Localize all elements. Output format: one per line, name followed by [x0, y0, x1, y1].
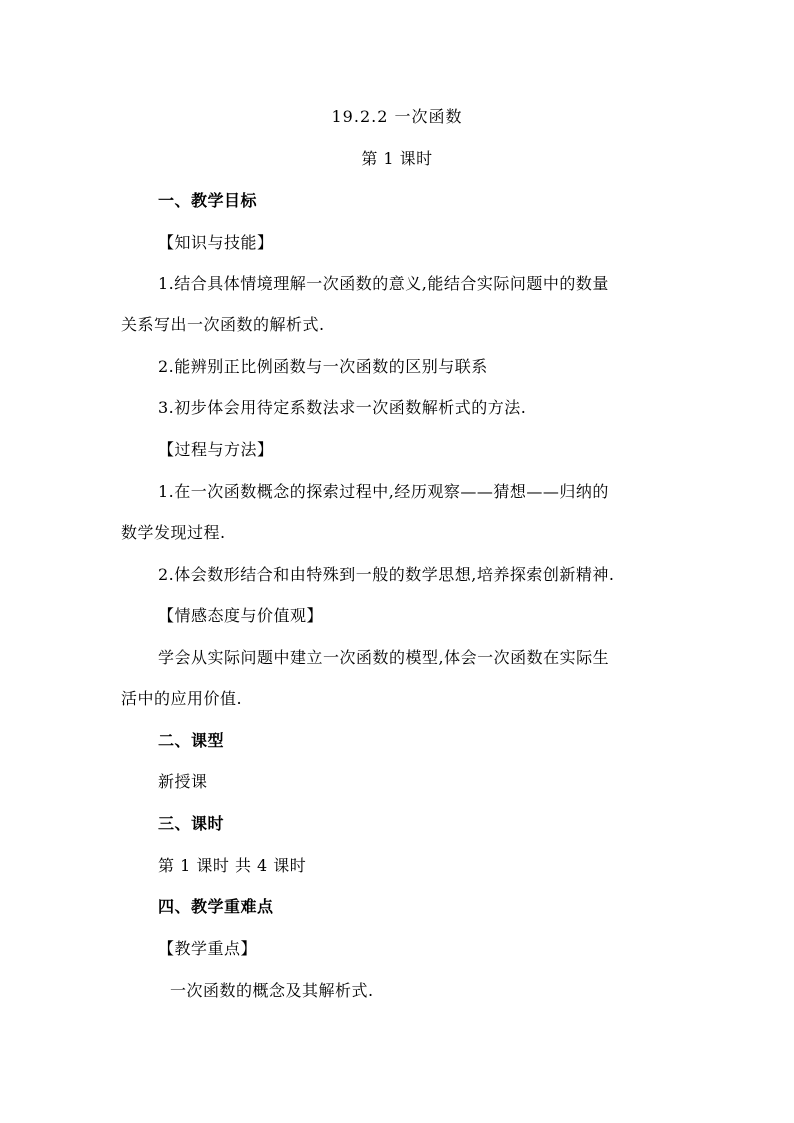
knowledge-skills-label: 【知识与技能】 — [158, 233, 274, 252]
key-difficult-points-heading: 四、教学重难点 — [158, 897, 274, 916]
objectives-heading: 一、教学目标 — [158, 191, 258, 210]
knowledge-item-2: 2.能辨别正比例函数与一次函数的区别与联系 — [158, 357, 488, 376]
key-points-value: 一次函数的概念及其解析式. — [170, 981, 374, 1000]
page-title: 19.2.2 一次函数 — [331, 107, 463, 126]
process-methods-label: 【过程与方法】 — [158, 440, 274, 459]
lesson-type-value: 新授课 — [158, 772, 208, 791]
lesson-period-heading: 三、课时 — [158, 814, 225, 833]
attitude-line-1: 学会从实际问题中建立一次函数的模型,体会一次函数在实际生 — [158, 648, 610, 667]
lesson-period-value: 第 1 课时 共 4 课时 — [158, 856, 307, 875]
knowledge-item-3: 3.初步体会用待定系数法求一次函数解析式的方法. — [158, 398, 527, 417]
process-item-2: 2.体会数形结合和由特殊到一般的数学思想,培养探索创新精神. — [158, 565, 615, 584]
lesson-type-heading: 二、课型 — [158, 731, 225, 750]
process-item-1-line-2: 数学发现过程. — [121, 523, 226, 542]
process-item-1-line-1: 1.在一次函数概念的探索过程中,经历观察——猜想——归纳的 — [158, 482, 609, 501]
lesson-subtitle: 第 1 课时 — [361, 149, 433, 168]
knowledge-item-1-line-1: 1.结合具体情境理解一次函数的意义,能结合实际问题中的数量 — [158, 274, 609, 293]
knowledge-item-1-line-2: 关系写出一次函数的解析式. — [121, 315, 325, 334]
attitude-values-label: 【情感态度与价值观】 — [158, 606, 324, 625]
attitude-line-2: 活中的应用价值. — [121, 689, 243, 708]
key-points-label: 【教学重点】 — [158, 939, 258, 958]
